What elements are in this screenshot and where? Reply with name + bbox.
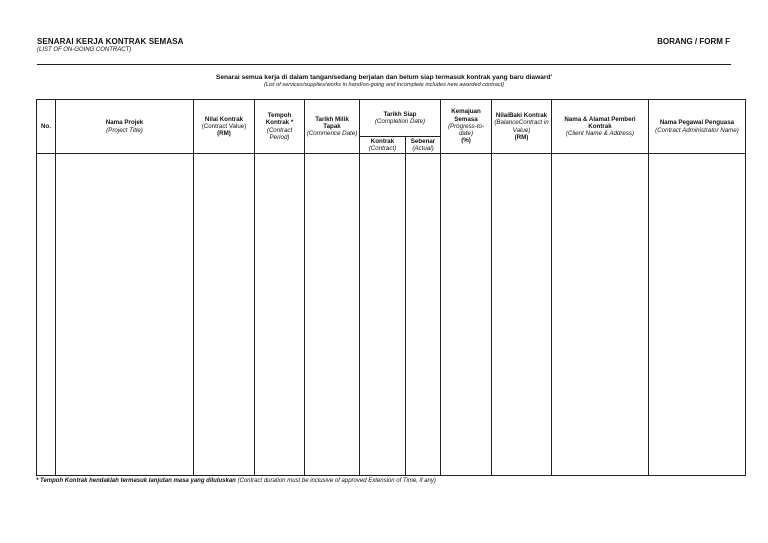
footnote-bold: * Tempoh Kontrak hendaklah termasuk lanjutan masa yang diluluskan xyxy=(36,478,236,484)
cell-completion-actual[interactable] xyxy=(406,154,441,476)
col-contract-period: Tempoh Kontrak * (Contract Period) xyxy=(255,100,305,154)
form-header xyxy=(37,37,184,53)
cell-client[interactable] xyxy=(552,154,649,476)
cell-administrator[interactable] xyxy=(649,154,746,476)
cell-commence-date[interactable] xyxy=(305,154,360,476)
cell-completion-contract[interactable] xyxy=(360,154,406,476)
col-completion-contract: Kontrak (Contract) xyxy=(360,137,406,154)
footnote-en: (Contract duration must be inclusive of approved Extension of Time, if any) xyxy=(237,478,436,484)
form-label: BORANG / FORM F xyxy=(657,37,730,46)
contract-table xyxy=(36,99,746,476)
footnote xyxy=(36,478,436,484)
caption-main: Senarai semua kerja di dalam tangan/sedang berjalan dan belum siap termasuk kontrak yang baru diaward' xyxy=(215,74,553,81)
table-caption xyxy=(0,74,768,88)
col-administrator: Nama Pegawai Penguasa (Contract Administrator Name) xyxy=(649,100,746,154)
col-commence-date: Tarikh Milik Tapak (Commence Date) xyxy=(305,100,360,154)
col-contract-value: Nilai Kontrak (Contract Value) (RM) xyxy=(194,100,255,154)
table-row xyxy=(37,154,746,476)
header-row-1 xyxy=(37,100,746,137)
col-balance: NilaiBaki Kontrak (BalanceContract in Value) (RM) xyxy=(492,100,552,154)
cell-project[interactable] xyxy=(56,154,194,476)
header-divider xyxy=(37,64,731,65)
form-subtitle: (LIST OF ON-GOING CONTRACT) xyxy=(37,47,132,53)
caption-sub: (List of services/supplies/works in hand/on-going and incomplete includes new awarded contract) xyxy=(263,82,505,88)
col-progress: Kemajuan Semasa (Progress-to-date) (%) xyxy=(441,100,492,154)
cell-progress[interactable] xyxy=(441,154,492,476)
col-client: Nama & Alamat Pemberi Kontrak (Client Name & Address) xyxy=(552,100,649,154)
col-no: No. xyxy=(37,100,56,154)
cell-contract-value[interactable] xyxy=(194,154,255,476)
col-project: Nama Projek (Project Title) xyxy=(56,100,194,154)
col-completion-date: Tarikh Siap (Completion Date) xyxy=(360,100,441,137)
cell-contract-period[interactable] xyxy=(255,154,305,476)
form-title: SENARAI KERJA KONTRAK SEMASA xyxy=(37,37,184,46)
cell-no[interactable] xyxy=(37,154,56,476)
cell-balance[interactable] xyxy=(492,154,552,476)
col-completion-actual: Sebenar (Actual) xyxy=(406,137,441,154)
